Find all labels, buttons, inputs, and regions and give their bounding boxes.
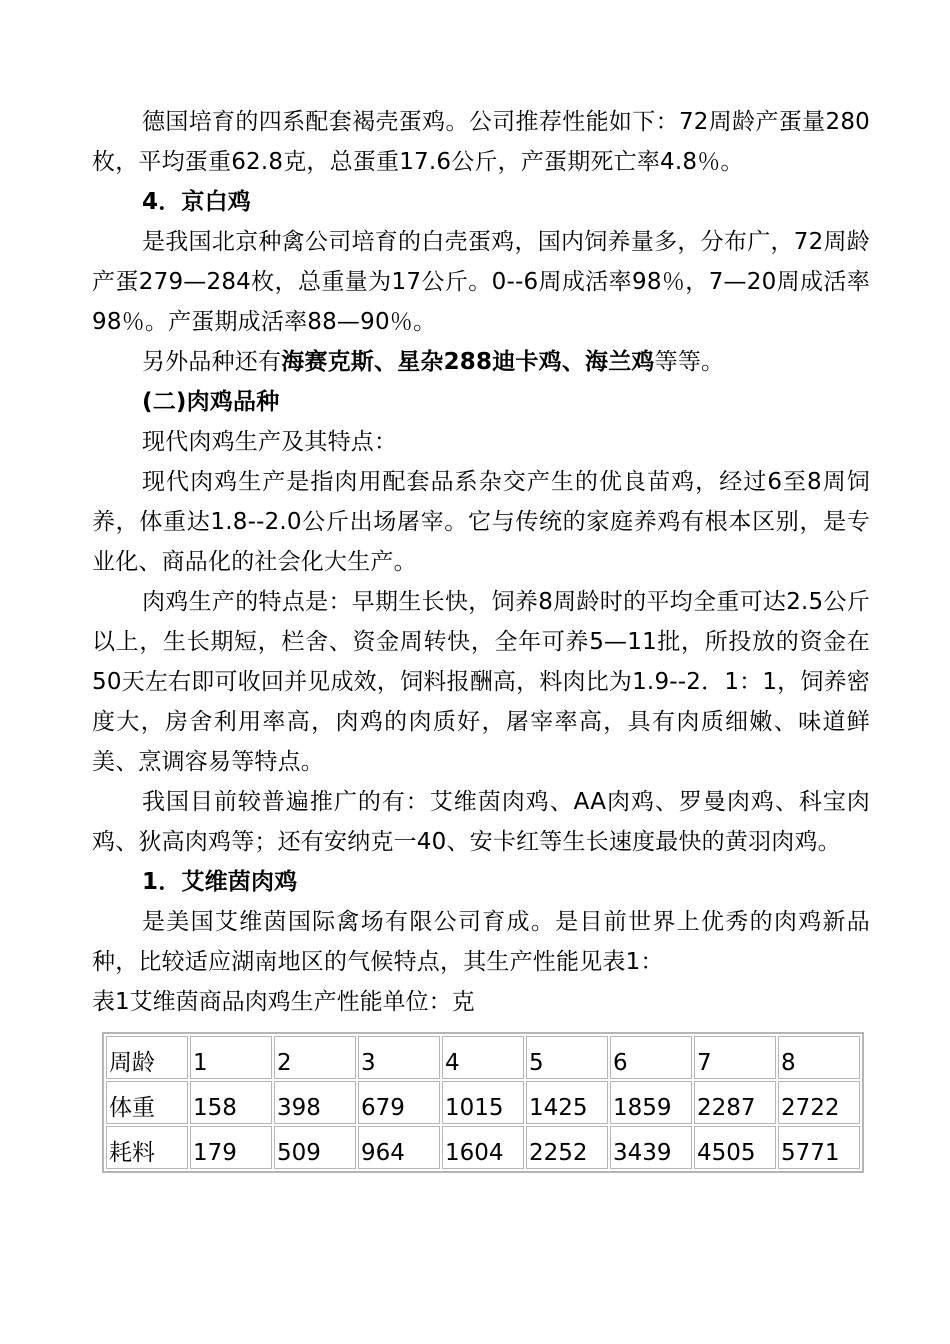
paragraph-jingbai-chicken: 是我国北京种禽公司培育的白壳蛋鸡，国内饲养量多，分布广，72周龄产蛋279—284枚，总重量为17公斤。0--6周成活率98％，7—20周成活率98％。产蛋期成活率88—90％。 xyxy=(92,229,870,335)
heading-broiler-breeds: (二)肉鸡品种 xyxy=(142,389,280,415)
paragraph-lohmann-brown: 德国培育的四系配套褐壳蛋鸡。公司推荐性能如下：72周龄产蛋量280枚，平均蛋重62.8克，总蛋重17.6公斤，产蛋期死亡率4.8％。 xyxy=(92,109,870,175)
paragraph-promoted-breeds: 我国目前较普遍推广的有：艾维茵肉鸡、AA肉鸡、罗曼肉鸡、科宝肉鸡、狄高肉鸡等；还有安纳克一40、安卡红等生长速度最快的黄羽肉鸡。 xyxy=(92,789,870,855)
paragraph-modern-broiler-definition: 现代肉鸡生产是指肉用配套品系杂交产生的优良苗鸡，经过6至8周饲养，体重达1.8--2.0公斤出场屠宰。它与传统的家庭养鸡有根本区别，是专业化、商品化的社会化大生产。 xyxy=(92,469,870,575)
table-cell: 2287 xyxy=(694,1081,776,1124)
table-cell: 5771 xyxy=(778,1126,860,1169)
table-cell: 5 xyxy=(526,1036,608,1079)
table-cell: 1604 xyxy=(442,1126,524,1169)
table-cell: 964 xyxy=(358,1126,440,1169)
table-cell: 179 xyxy=(190,1126,272,1169)
table-cell: 4505 xyxy=(694,1126,776,1169)
table-cell: 体重 xyxy=(106,1081,188,1124)
paragraph-modern-broiler-intro: 现代肉鸡生产及其特点： xyxy=(142,429,398,455)
table-cell: 1425 xyxy=(526,1081,608,1124)
table-cell: 1 xyxy=(190,1036,272,1079)
table-cell: 4 xyxy=(442,1036,524,1079)
table-row xyxy=(106,1081,860,1124)
table-cell: 周龄 xyxy=(106,1036,188,1079)
table-cell: 7 xyxy=(694,1036,776,1079)
other-breeds-names: 海赛克斯、星杂288迪卡鸡、海兰鸡 xyxy=(281,349,655,375)
paragraph-broiler-characteristics: 肉鸡生产的特点是：早期生长快，饲养8周龄时的平均全重可达2.5公斤以上，生长期短，栏舍、资金周转快，全年可养5—11批，所投放的资金在50天左右即可收回并见成效，饲料报酬高，料肉比为1.9--2．1：1，饲养密度大，房舍利用率高，肉鸡的肉质好，屠宰率高，具有肉质细嫩、味道鲜美、烹调容易等特点。 xyxy=(92,589,870,775)
table-cell: 158 xyxy=(190,1081,272,1124)
other-breeds-prefix: 另外品种还有 xyxy=(142,349,282,375)
heading-avian-broiler: 1．艾维茵肉鸡 xyxy=(142,869,298,895)
table-cell: 2252 xyxy=(526,1126,608,1169)
other-breeds-suffix: 等等。 xyxy=(654,349,725,375)
performance-table xyxy=(102,1032,864,1173)
table-caption: 表1艾维茵商品肉鸡生产性能单位：克 xyxy=(92,989,475,1015)
table-cell: 8 xyxy=(778,1036,860,1079)
table-cell: 398 xyxy=(274,1081,356,1124)
table-cell: 耗料 xyxy=(106,1126,188,1169)
table-cell: 3 xyxy=(358,1036,440,1079)
table-cell: 1859 xyxy=(610,1081,692,1124)
table-cell: 509 xyxy=(274,1126,356,1169)
table-row xyxy=(106,1036,860,1079)
table-cell: 2722 xyxy=(778,1081,860,1124)
table-cell: 1015 xyxy=(442,1081,524,1124)
table-row xyxy=(106,1126,860,1169)
heading-jingbai-chicken: 4．京白鸡 xyxy=(142,189,252,215)
table-cell: 2 xyxy=(274,1036,356,1079)
table-cell: 6 xyxy=(610,1036,692,1079)
paragraph-avian-broiler: 是美国艾维茵国际禽场有限公司育成。是目前世界上优秀的肉鸡新品种，比较适应湖南地区的气候特点，其生产性能见表1： xyxy=(92,909,870,975)
table-cell: 679 xyxy=(358,1081,440,1124)
paragraph-other-breeds xyxy=(92,342,870,382)
table-cell: 3439 xyxy=(610,1126,692,1169)
